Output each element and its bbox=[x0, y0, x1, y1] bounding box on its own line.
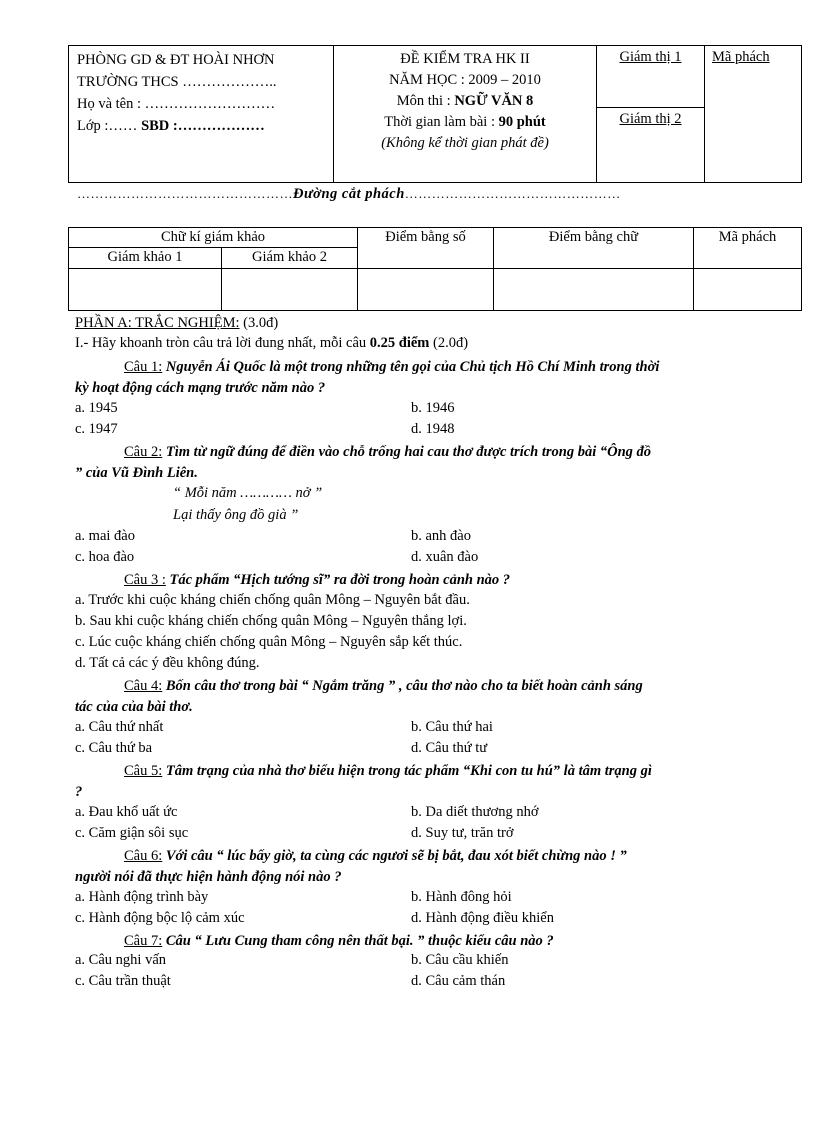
q6-option-b[interactable]: b. Hành đông hỏi bbox=[411, 889, 512, 905]
code-cell[interactable] bbox=[705, 46, 802, 183]
q4-option-b[interactable]: b. Câu thứ hai bbox=[411, 719, 493, 735]
q4-option-a[interactable]: a. Câu thứ nhất bbox=[75, 719, 164, 735]
cut-line: …………………………………………Đường cắt phách………………………………………… bbox=[77, 186, 621, 202]
exam-header-table bbox=[68, 45, 802, 183]
q7-option-a[interactable]: a. Câu nghi vấn bbox=[75, 952, 167, 968]
score-number-field[interactable] bbox=[358, 269, 494, 311]
school-year: NĂM HỌC : 2009 – 2010 bbox=[389, 72, 541, 88]
q1-option-c[interactable]: c. 1947 bbox=[75, 421, 118, 437]
q6-option-c[interactable]: c. Hành động bộc lộ cảm xúc bbox=[75, 910, 245, 926]
q5-option-c[interactable]: c. Căm giận sôi sục bbox=[75, 825, 189, 841]
q3-option-a[interactable]: a. Trước khi cuộc kháng chiến chống quân Mông – Nguyên bắt đầu. bbox=[75, 592, 470, 608]
examiner-2-header: Giám khảo 2 bbox=[222, 248, 358, 269]
q3-option-d[interactable]: d. Tất cả các ý đều không đúng. bbox=[75, 655, 260, 671]
q5-option-d[interactable]: d. Suy tư, trăn trở bbox=[411, 825, 514, 841]
q6-option-d[interactable]: d. Hành động điều khiển bbox=[411, 910, 554, 926]
question-number: Câu 2: bbox=[124, 444, 163, 460]
exam-title: ĐỀ KIỂM TRA HK II bbox=[400, 51, 530, 67]
q7-option-c[interactable]: c. Câu trần thuật bbox=[75, 973, 171, 989]
q4-option-c[interactable]: c. Câu thứ ba bbox=[75, 740, 153, 756]
q5-option-a[interactable]: a. Đau khổ uất ức bbox=[75, 804, 178, 820]
score-table bbox=[68, 227, 802, 311]
proctor-1-cell[interactable] bbox=[597, 46, 705, 108]
examiner-1-signature[interactable] bbox=[69, 269, 222, 311]
q3-option-c[interactable]: c. Lúc cuộc kháng chiến chống quân Mông – Nguyên sắp kết thúc. bbox=[75, 634, 463, 650]
q4-option-d[interactable]: d. Câu thứ tư bbox=[411, 740, 488, 756]
question-number: Câu 5: bbox=[124, 763, 163, 779]
subject: NGỮ VĂN 8 bbox=[454, 93, 534, 109]
class-sbd-field[interactable]: Lớp :…… SBD :……………… bbox=[77, 118, 265, 134]
score-number-header: Điểm bằng số bbox=[358, 228, 494, 269]
q7-option-d[interactable]: d. Câu cảm thán bbox=[411, 973, 506, 989]
time-line: Thời gian làm bài : 90 phút bbox=[384, 114, 546, 130]
q2-option-a[interactable]: a. mai đào bbox=[75, 528, 135, 544]
score-words-field[interactable] bbox=[494, 269, 694, 311]
question-3: Câu 3 : Tác phẩm “Hịch tướng sĩ” ra đời trong hoàn cảnh nào ? bbox=[124, 572, 511, 588]
q3-option-b[interactable]: b. Sau khi cuộc kháng chiến chống quân Mông – Nguyên thắng lợi. bbox=[75, 613, 467, 629]
exam-time: 90 phút bbox=[498, 114, 546, 130]
q2-poem-line-1: “ Mỗi năm ………… nở ” bbox=[173, 485, 323, 501]
q7-option-b[interactable]: b. Câu cầu khiến bbox=[411, 952, 509, 968]
question-6: Câu 6: Với câu “ lúc bấy giờ, ta cùng các ngươi sẽ bị bắt, đau xót biết chừng nào ! ” người nói đã thực hiện hành động nói nào ? bbox=[75, 848, 627, 885]
question-number: Câu 3 : bbox=[124, 572, 166, 588]
q2-poem-line-2: Lại thấy ông đồ già ” bbox=[173, 507, 299, 523]
proctor-1-label: Giám thị 1 bbox=[619, 49, 682, 65]
examiner-2-signature[interactable] bbox=[222, 269, 358, 311]
question-7: Câu 7: Câu “ Lưu Cung tham công nên thất bại. ” thuộc kiểu câu nào ? bbox=[124, 933, 554, 949]
student-name-field[interactable]: Họ và tên : ……………………… bbox=[77, 96, 276, 112]
section-a-instruction: I.- Hãy khoanh tròn câu trả lời đung nhất, mỗi câu 0.25 điểm (2.0đ) bbox=[75, 335, 469, 351]
code-header: Mã phách bbox=[694, 228, 802, 269]
question-4: Câu 4: Bốn câu thơ trong bài “ Ngắm trăng ” , câu thơ nào cho ta biết hoàn cảnh sáng tác của của bài thơ. bbox=[75, 678, 643, 715]
score-words-header: Điểm bằng chữ bbox=[494, 228, 694, 269]
time-note: (Không kể thời gian phát đề) bbox=[381, 135, 549, 151]
q2-option-b[interactable]: b. anh đào bbox=[411, 528, 471, 544]
code-field[interactable] bbox=[694, 269, 802, 311]
examiner-1-header: Giám khảo 1 bbox=[69, 248, 222, 269]
question-number: Câu 4: bbox=[124, 678, 163, 694]
school-office: PHÒNG GD & ĐT HOÀI NHƠN bbox=[77, 52, 275, 68]
proctor-2-cell[interactable] bbox=[597, 108, 705, 183]
question-5: Câu 5: Tâm trạng của nhà thơ biểu hiện trong tác phẩm “Khi con tu hú” là tâm trạng gì ? bbox=[75, 763, 652, 800]
section-a-title: PHẦN A: TRẮC NGHIỆM: (3.0đ) bbox=[75, 315, 279, 331]
q1-option-d[interactable]: d. 1948 bbox=[411, 421, 455, 437]
q5-option-b[interactable]: b. Da diết thương nhớ bbox=[411, 804, 539, 820]
question-2: Câu 2: Tìm từ ngữ đúng để điền vào chỗ trống hai cau thơ được trích trong bài “Ông đồ ” của Vũ Đình Liên. bbox=[75, 444, 652, 481]
q2-option-d[interactable]: d. xuân đào bbox=[411, 549, 479, 565]
code-label: Mã phách bbox=[712, 49, 770, 65]
school-name: TRƯỜNG THCS ……………….. bbox=[77, 74, 277, 90]
student-info-cell bbox=[69, 46, 334, 183]
question-1: Câu 1: Nguyễn Ái Quốc là một trong những tên gọi của Chủ tịch Hồ Chí Minh trong thời kỳ hoạt động cách mạng trước năm nào ? bbox=[75, 359, 660, 396]
q6-option-a[interactable]: a. Hành động trình bày bbox=[75, 889, 209, 905]
q1-option-b[interactable]: b. 1946 bbox=[411, 400, 455, 416]
subject-line: Môn thi : NGỮ VĂN 8 bbox=[396, 93, 534, 109]
question-number: Câu 7: bbox=[124, 933, 163, 949]
examiner-signature-header: Chữ kí giám khảo bbox=[69, 228, 358, 248]
q1-option-a[interactable]: a. 1945 bbox=[75, 400, 118, 416]
q2-option-c[interactable]: c. hoa đào bbox=[75, 549, 135, 565]
question-number: Câu 6: bbox=[124, 848, 163, 864]
question-number: Câu 1: bbox=[124, 359, 163, 375]
cut-line-label: Đường cắt phách bbox=[293, 186, 405, 202]
exam-info-cell bbox=[334, 46, 597, 183]
proctor-2-label: Giám thị 2 bbox=[619, 111, 682, 127]
